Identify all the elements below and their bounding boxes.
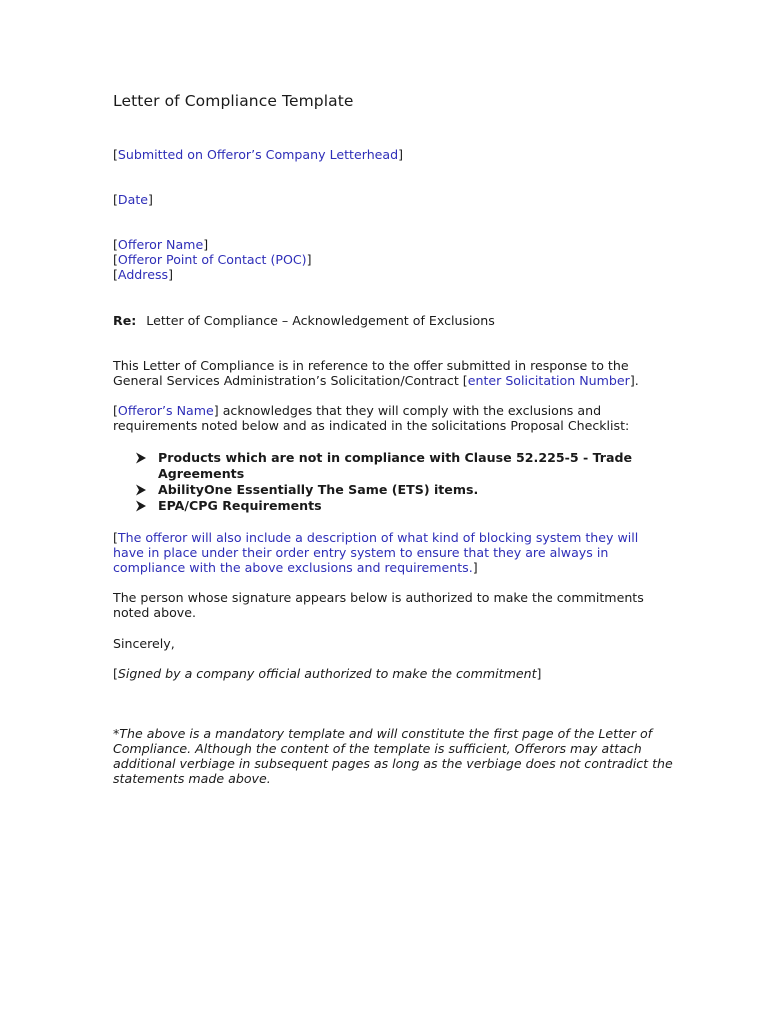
exclusions-list <box>135 450 655 514</box>
date-line: [Date] <box>113 192 153 207</box>
address-line: [Address] <box>113 267 173 282</box>
solicitation-number-placeholder: enter Solicitation Number <box>467 373 630 388</box>
footnote: *The above is a mandatory template and will constitute the first page of the Letter of Compliance. Although the content of the template is sufficient, Offerors may attach additional verbiage in subsequent pages as long as the verbiage does not contradict the statements made above. <box>113 726 673 786</box>
re-line <box>113 313 673 328</box>
closing-line: Sincerely, <box>113 636 175 651</box>
list-item: Products which are not in compliance with Clause 52.225-5 - Trade Agreements <box>135 450 655 482</box>
offeror-name-line: [Offeror Name] <box>113 237 209 252</box>
arrow-bullet-icon <box>135 452 147 464</box>
letterhead-line: [Submitted on Offeror’s Company Letterhead] <box>113 147 404 162</box>
list-item: EPA/CPG Requirements <box>135 498 655 514</box>
arrow-bullet-icon <box>135 500 147 512</box>
offeror-name-placeholder: Offeror Name <box>117 237 204 252</box>
poc-placeholder: Offeror Point of Contact (POC) <box>117 252 307 267</box>
re-text: Letter of Compliance – Acknowledgement of Exclusions <box>146 313 495 328</box>
offerors-name-placeholder: Offeror’s Name <box>117 403 214 418</box>
signature-placeholder: Signed by a company official authorized to make the commitment <box>117 666 537 681</box>
blocking-system-placeholder: The offeror will also include a description of what kind of blocking system they will have in place under their order entry system to ensure that they are always in compliance with the above exclusions and requirements. <box>113 530 639 575</box>
date-placeholder: Date <box>117 192 149 207</box>
arrow-bullet-icon <box>135 484 147 496</box>
blocking-system-paragraph: [The offeror will also include a description of what kind of blocking system they will have in place under their order entry system to ensure that they are always in compliance with the above exclusions and requirements.] <box>113 530 639 575</box>
intro-paragraph: This Letter of Compliance is in reference to the offer submitted in response to the General Services Administration’s Solicitation/Contract [enter Solicitation Number]. <box>113 358 639 388</box>
re-label: Re: <box>113 313 137 328</box>
poc-line: [Offeror Point of Contact (POC)] <box>113 252 312 267</box>
letterhead-placeholder: Submitted on Offeror’s Company Letterhead <box>117 147 399 162</box>
address-placeholder: Address <box>117 267 169 282</box>
address-block <box>113 237 673 282</box>
document-title: Letter of Compliance Template <box>113 92 354 110</box>
acknowledge-paragraph: [Offeror’s Name] acknowledges that they will comply with the exclusions and requirements noted below and as indicated in the solicitations Proposal Checklist: <box>113 403 630 433</box>
signature-line: [Signed by a company official authorized to make the commitment] <box>113 666 542 681</box>
authorization-paragraph: The person whose signature appears below is authorized to make the commitments noted above. <box>113 590 644 620</box>
list-item: AbilityOne Essentially The Same (ETS) items. <box>135 482 655 498</box>
